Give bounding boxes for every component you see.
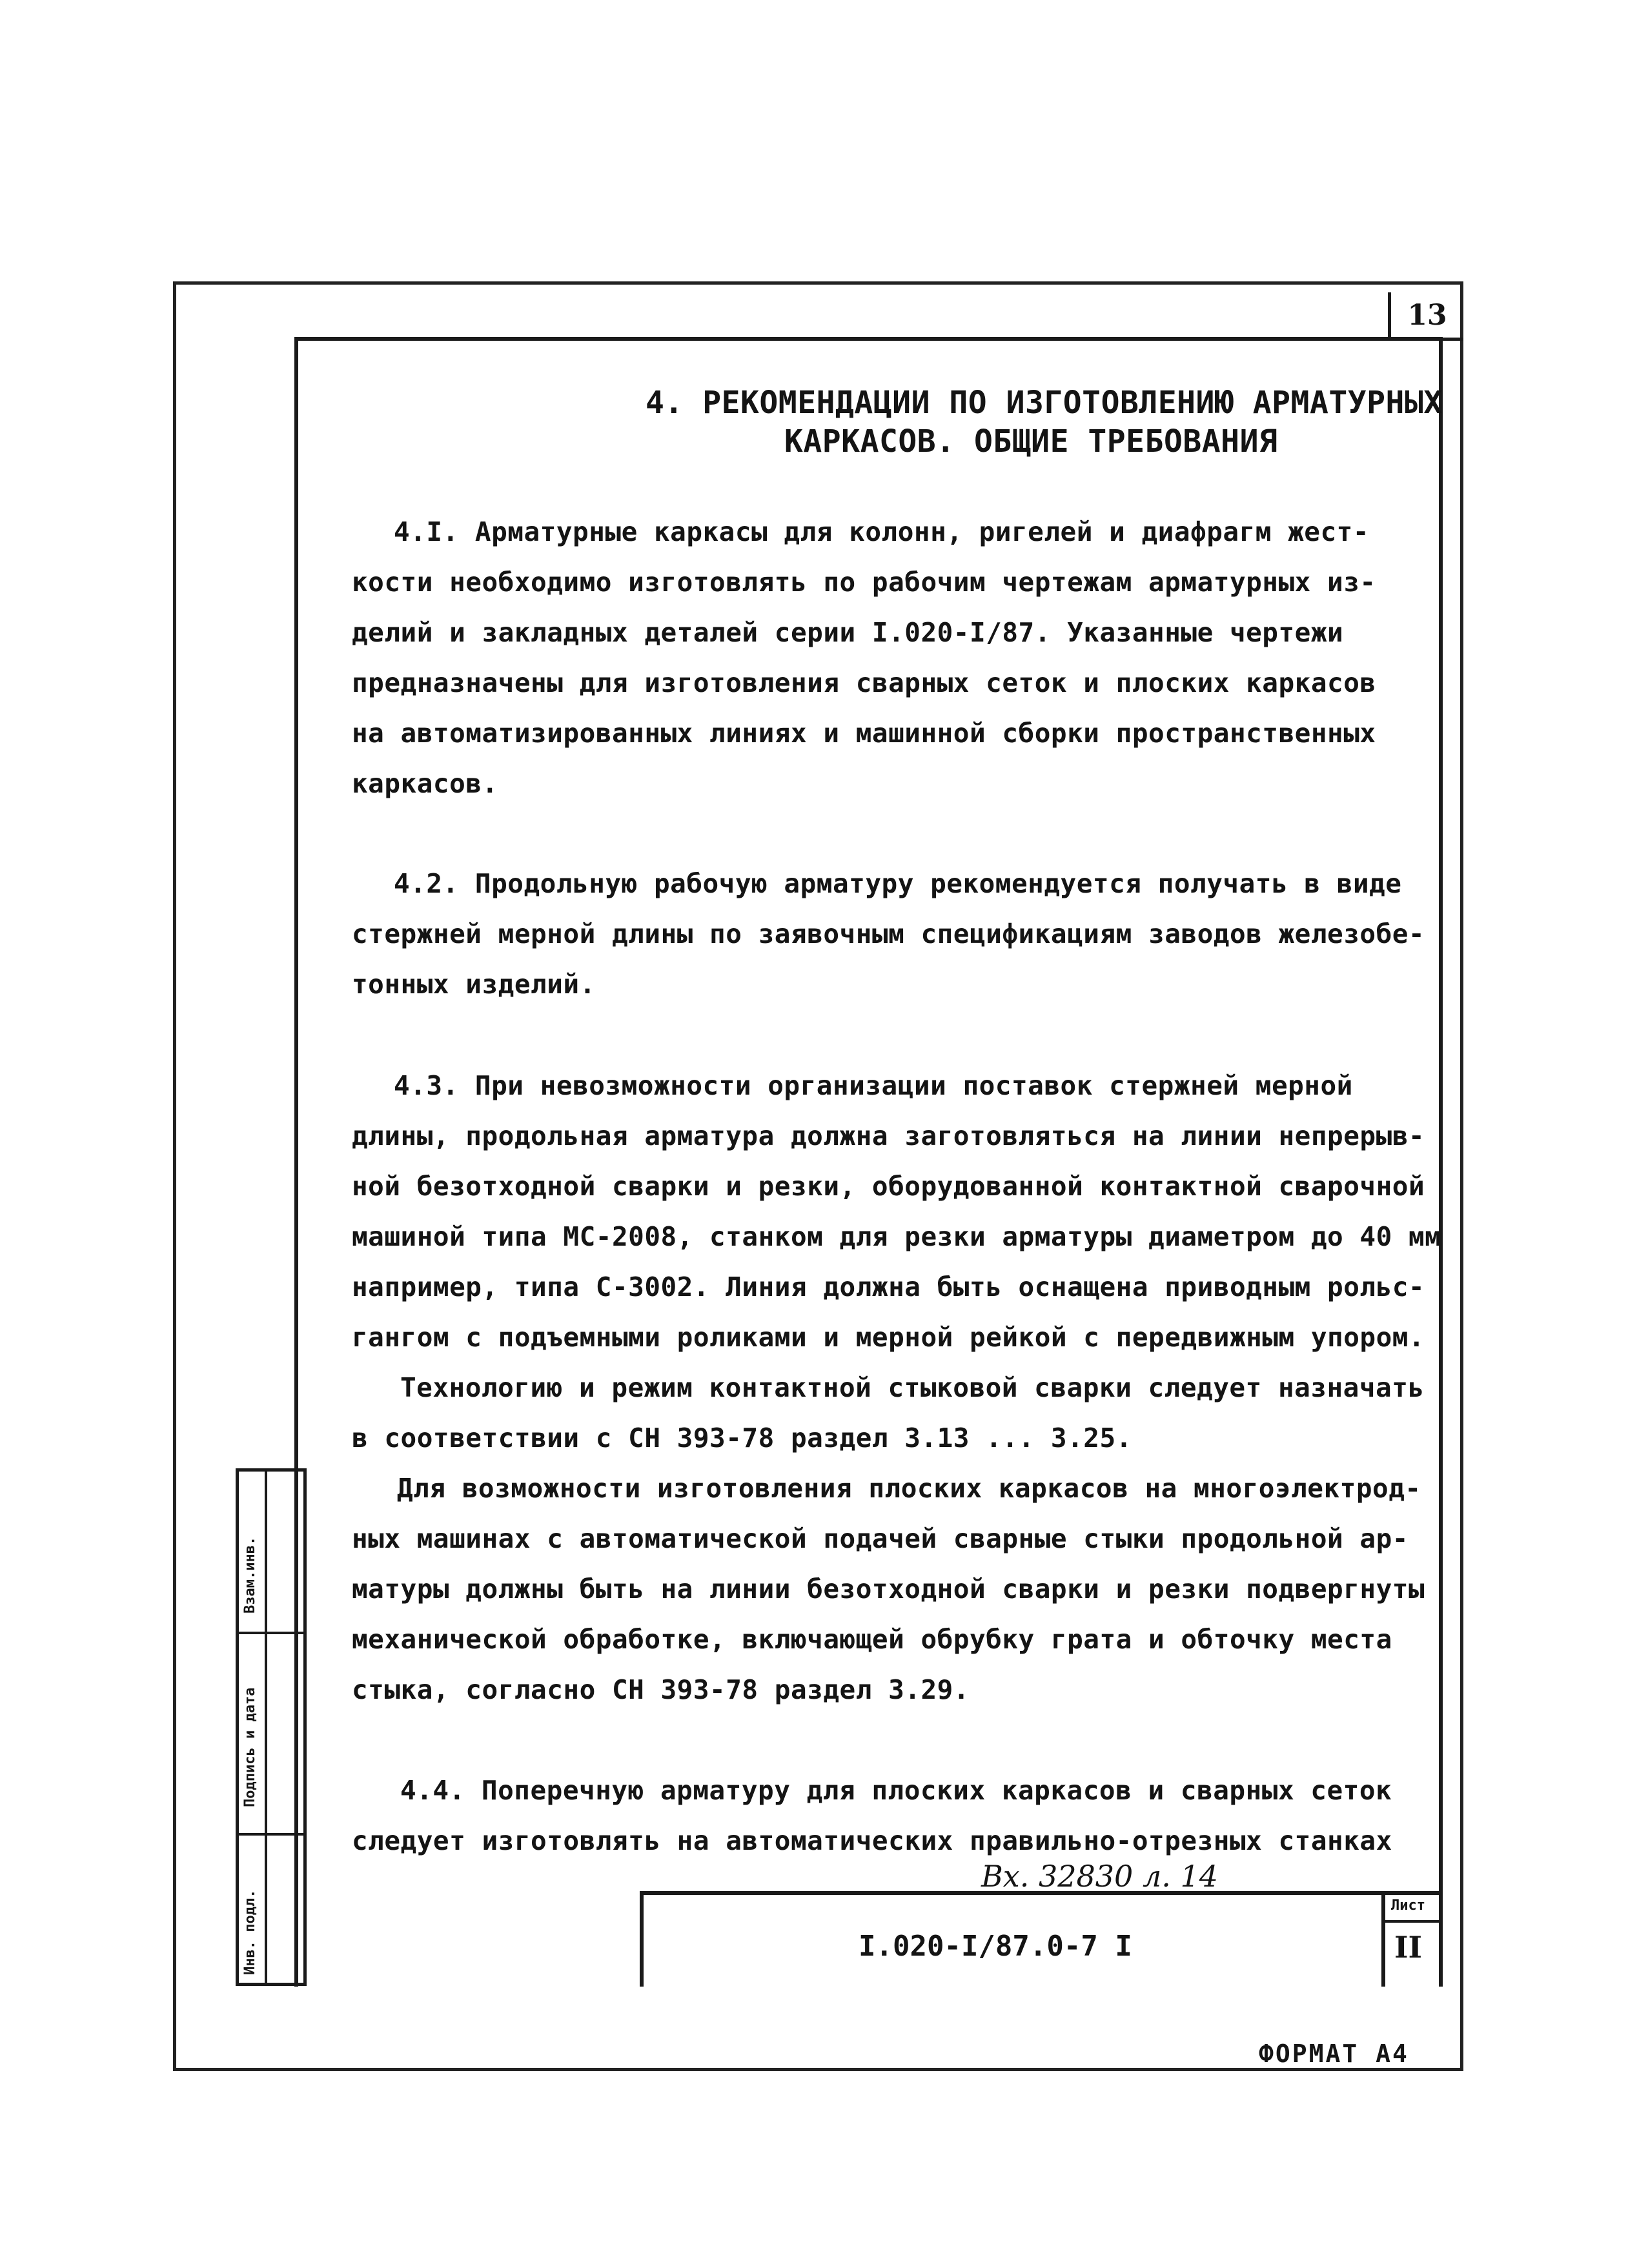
text-line: 4.I. Арматурные каркасы для колонн, ригелей и диафрагм жест- <box>394 516 1370 547</box>
text-line: ной безотходной сварки и резки, оборудованной контактной сварочной <box>352 1171 1425 1202</box>
text-line: 4.3. При невозможности организации поставок стержней мерной <box>394 1070 1353 1101</box>
side-strip-row-divider <box>236 1833 307 1836</box>
text-line: каркасов. <box>352 768 498 799</box>
text-line: Технологию и режим контактной стыковой сварки следует назначать <box>400 1372 1425 1403</box>
text-line: делий и закладных деталей серии I.020-I/87. Указанные чертежи <box>352 617 1344 648</box>
side-strip-divider <box>265 1468 267 1986</box>
text-line: следует изготовлять на автоматических правильно-отрезных станках <box>352 1825 1392 1856</box>
text-line: тонных изделий. <box>352 969 596 1000</box>
side-strip-row-divider <box>236 1632 307 1634</box>
text-line: ных машинах с автоматической подачей сварные стыки продольной ар- <box>352 1523 1409 1554</box>
text-line: машиной типа МС-2008, станком для резки арматуры диаметром до 40 мм <box>352 1221 1441 1252</box>
text-line: 4.4. Поперечную арматуру для плоских каркасов и сварных сеток <box>400 1775 1392 1806</box>
text-line: стыка, согласно СН 393-78 раздел 3.29. <box>352 1674 970 1705</box>
text-line: в соответствии с СН 393-78 раздел 3.13 ... 3.25. <box>352 1423 1132 1453</box>
text-line: 4.2. Продольную рабочую арматуру рекомендуется получать в виде <box>394 868 1402 899</box>
handwritten-note: Вх. 32830 л. 14 <box>981 1859 1219 1894</box>
text-line: длины, продольная арматура должна заготовляться на линии непрерыв- <box>352 1120 1425 1151</box>
page-number: 13 <box>1388 292 1463 341</box>
sheet-separator <box>1381 1920 1443 1923</box>
text-line: механической обработке, включающей обрубку грата и обточку места <box>352 1624 1392 1655</box>
text-line: матуры должны быть на линии безотходной сварки и резки подвергнуты <box>352 1574 1425 1605</box>
section-title-line2: КАРКАСОВ. ОБЩИЕ ТРЕБОВАНИЯ <box>784 423 1278 460</box>
document-code: I.020-I/87.0-7 I <box>859 1930 1132 1963</box>
side-label-original-inv: Инв. подл. <box>242 1889 258 1975</box>
text-line: Для возможности изготовления плоских каркасов на многоэлектрод- <box>397 1473 1421 1504</box>
sheet-label: Лист <box>1391 1898 1425 1914</box>
text-line: например, типа С-3002. Линия должна быть оснащена приводным рольс- <box>352 1271 1425 1302</box>
sheet-number: II <box>1394 1930 1423 1965</box>
text-line: кости необходимо изготовлять по рабочим чертежам арматурных из- <box>352 567 1376 598</box>
side-label-replacement-inv: Взам.инв. <box>242 1536 258 1614</box>
section-title-line1: 4. РЕКОМЕНДАЦИИ ПО ИЗГОТОВЛЕНИЮ АРМАТУРНЫХ <box>646 385 1443 421</box>
text-line: стержней мерной длины по заявочным спецификациям заводов железобе- <box>352 918 1425 949</box>
text-line: гангом с подъемными роликами и мерной рейкой с передвижным упором. <box>352 1322 1425 1353</box>
text-line: предназначены для изготовления сварных сеток и плоских каркасов <box>352 667 1376 698</box>
side-label-signature-date: Подпись и дата <box>242 1687 258 1807</box>
paper-format: ФОРМАТ А4 <box>1259 2040 1409 2068</box>
text-line: на автоматизированных линиях и машинной сборки пространственных <box>352 718 1376 749</box>
